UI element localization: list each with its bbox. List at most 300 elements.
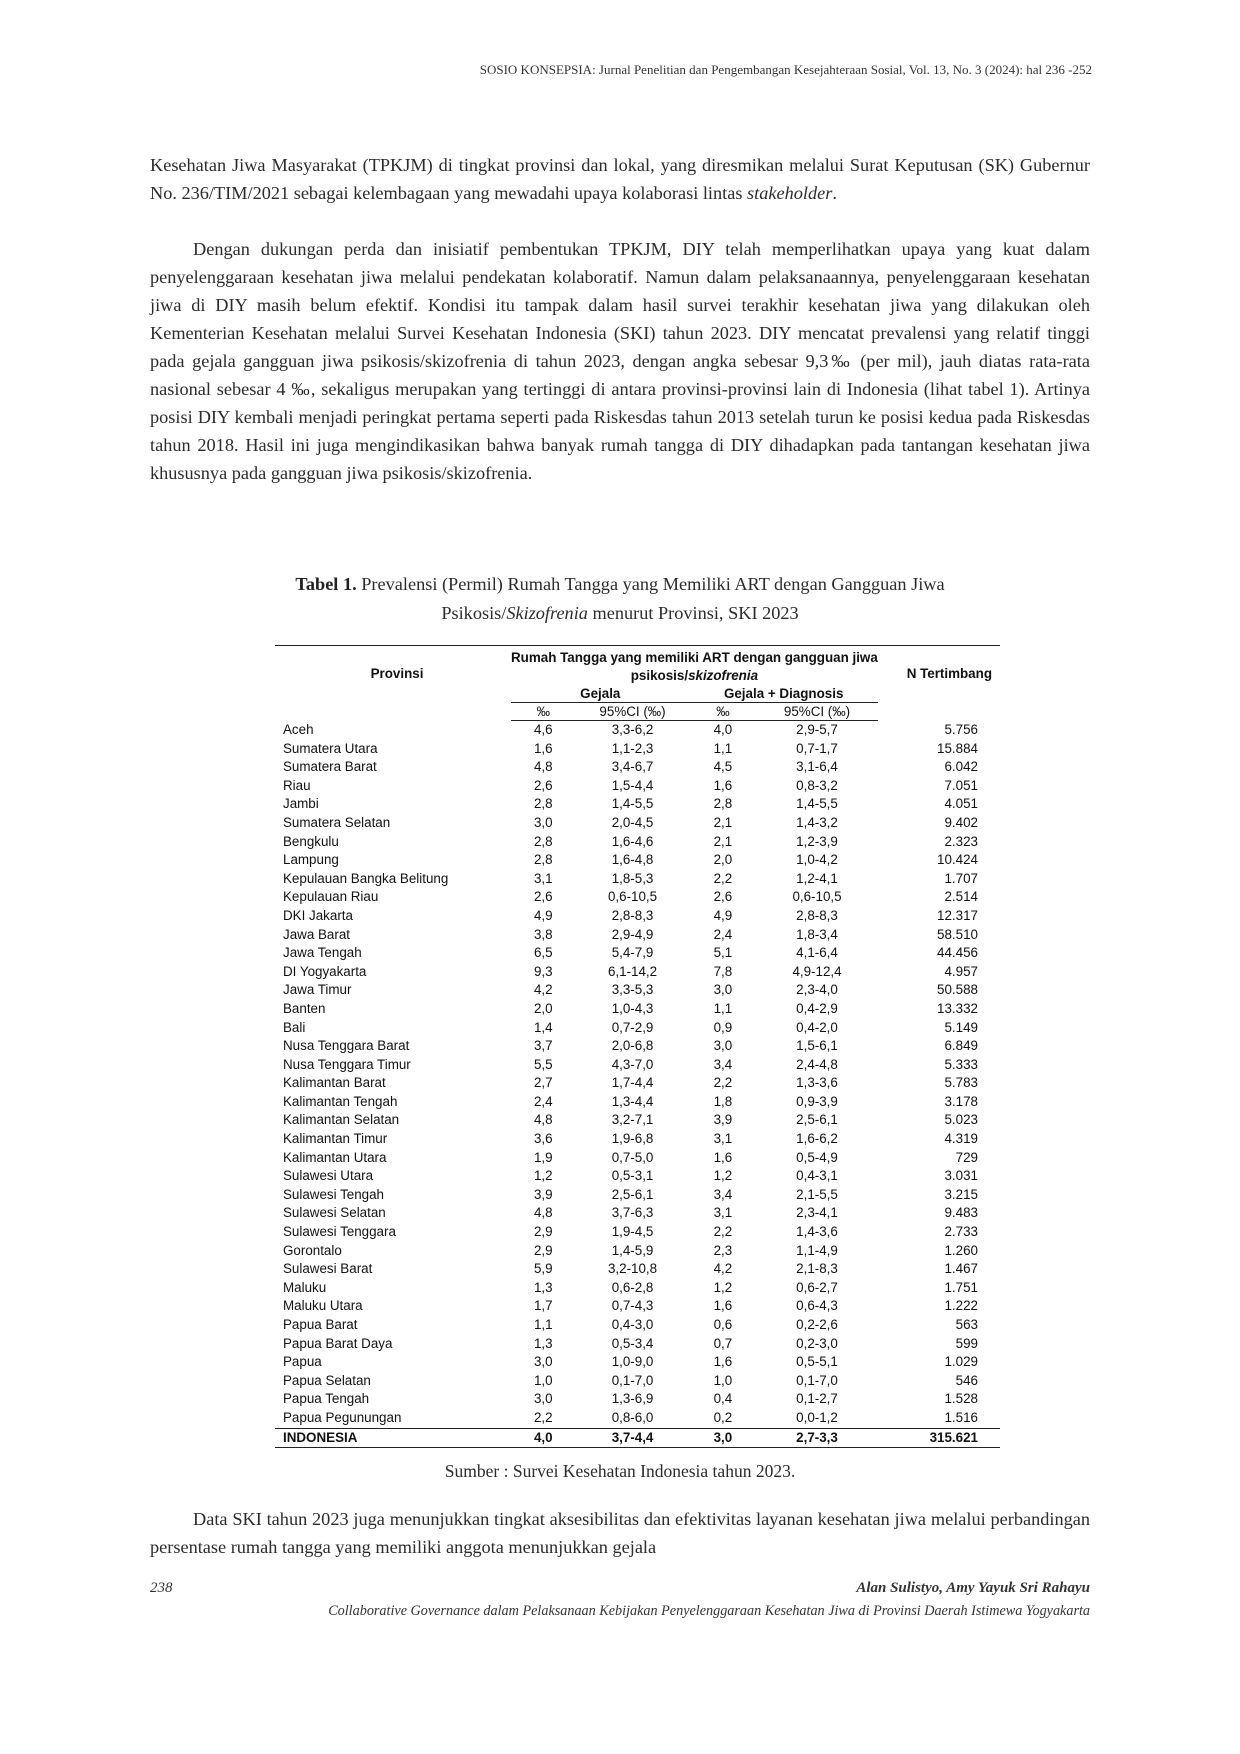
prevalence-table — [275, 645, 1000, 1448]
header-group-line-2-before: psikosis/ — [630, 668, 689, 683]
header-group-line-2-italic: skizofrenia — [688, 668, 759, 683]
cell-gejala-permil: 2,8 — [533, 796, 553, 812]
cell-diagnosis-ci: 0,1-7,0 — [796, 1372, 838, 1388]
table-row — [275, 1390, 1000, 1409]
cell-gejala-permil: 4,0 — [511, 1428, 576, 1448]
cell-diagnosis-permil: 2,8 — [713, 796, 733, 812]
cell-gejala-ci: 1,8-5,3 — [611, 870, 654, 886]
cell-provinsi: Papua Tengah — [283, 1391, 370, 1407]
cell-gejala-ci: 2,0-4,5 — [611, 814, 654, 830]
cell-n-tertimbang: 729 — [955, 1149, 978, 1165]
cell-n-tertimbang: 1.516 — [944, 1409, 978, 1425]
cell-provinsi: Nusa Tenggara Timur — [283, 1056, 411, 1072]
paragraph-3-text: Data SKI tahun 2023 juga menunjukkan tingkat aksesibilitas dan efektivitas layanan kesehatan jiwa melalui perbandingan persentase rumah tangga yang memiliki anggota menunjukkan gejala — [150, 1509, 1090, 1557]
cell-gejala-permil: 2,9 — [533, 1242, 553, 1258]
cell-gejala-ci: 1,4-5,5 — [611, 796, 654, 812]
cell-n-tertimbang: 2.323 — [944, 833, 978, 849]
cell-gejala-permil: 2,4 — [533, 1093, 553, 1109]
table-row — [275, 926, 1000, 945]
table-row — [275, 814, 1000, 833]
cell-provinsi: Gorontalo — [283, 1242, 342, 1258]
cell-diagnosis-ci: 0,6-2,7 — [796, 1279, 838, 1295]
table-row — [275, 795, 1000, 814]
cell-gejala-ci: 1,3-4,4 — [611, 1093, 654, 1109]
cell-diagnosis-ci: 0,8-3,2 — [796, 777, 838, 793]
cell-diagnosis-ci: 0,5-4,9 — [796, 1149, 838, 1165]
cell-gejala-ci: 0,7-2,9 — [611, 1019, 654, 1035]
cell-diagnosis-ci: 0,4-2,9 — [796, 1000, 838, 1016]
cell-provinsi: Banten — [283, 1000, 326, 1016]
cell-diagnosis-ci: 4,1-6,4 — [796, 945, 838, 961]
cell-diagnosis-permil: 2,2 — [713, 1075, 733, 1091]
cell-gejala-permil: 1,9 — [533, 1149, 553, 1165]
table-caption — [150, 570, 1090, 628]
cell-provinsi: Kepulauan Bangka Belitung — [283, 870, 449, 886]
cell-diagnosis-permil: 4,2 — [713, 1261, 733, 1277]
cell-n-tertimbang: 5.756 — [944, 721, 978, 737]
table-row — [275, 1316, 1000, 1335]
cell-diagnosis-permil: 0,9 — [713, 1019, 733, 1035]
cell-n-tertimbang: 599 — [955, 1335, 978, 1351]
cell-n-tertimbang: 9.402 — [944, 814, 978, 830]
cell-gejala-permil: 1,6 — [533, 740, 553, 756]
cell-diagnosis-ci: 1,4-5,5 — [796, 796, 838, 812]
cell-diagnosis-ci: 2,1-5,5 — [796, 1186, 838, 1202]
cell-n-tertimbang: 15.884 — [937, 740, 978, 756]
cell-provinsi: Bali — [283, 1019, 306, 1035]
cell-gejala-ci: 0,5-3,1 — [611, 1168, 654, 1184]
cell-n-tertimbang: 4.957 — [944, 963, 978, 979]
cell-diagnosis-permil: 1,2 — [713, 1168, 733, 1184]
cell-gejala-permil: 3,1 — [533, 870, 553, 886]
cell-gejala-ci: 1,5-4,4 — [611, 777, 654, 793]
table-row — [275, 1149, 1000, 1168]
cell-n-tertimbang: 4.319 — [944, 1131, 978, 1147]
table-row — [275, 740, 1000, 759]
cell-n-tertimbang: 1.707 — [944, 870, 978, 886]
cell-diagnosis-ci: 1,6-6,2 — [796, 1131, 838, 1147]
cell-provinsi: Sumatera Utara — [283, 740, 378, 756]
cell-n-tertimbang: 1.528 — [944, 1391, 978, 1407]
cell-diagnosis-permil: 1,1 — [713, 1000, 733, 1016]
cell-provinsi: DI Yogyakarta — [283, 963, 367, 979]
cell-gejala-ci: 1,9-4,5 — [611, 1224, 654, 1240]
table-source: Sumber : Survei Kesehatan Indonesia tahun 2023. — [444, 1461, 796, 1481]
cell-provinsi: Papua Barat — [283, 1317, 358, 1332]
cell-n-tertimbang: 2.733 — [944, 1224, 978, 1240]
cell-provinsi: INDONESIA — [275, 1428, 511, 1448]
cell-provinsi: Papua Pegunungan — [283, 1409, 402, 1425]
table-row — [275, 870, 1000, 889]
cell-gejala-permil: 2,0 — [533, 1000, 553, 1016]
cell-n-tertimbang: 6.042 — [944, 759, 978, 775]
cell-provinsi: Sulawesi Tenggara — [283, 1224, 396, 1240]
table-row — [275, 1093, 1000, 1112]
cell-diagnosis-permil: 1,1 — [713, 740, 733, 756]
cell-diagnosis-ci: 2,3-4,0 — [796, 982, 838, 998]
cell-diagnosis-permil: 0,7 — [713, 1335, 733, 1351]
cell-gejala-permil: 1,7 — [533, 1298, 553, 1314]
table-row — [275, 721, 1000, 740]
cell-gejala-ci: 3,7-4,4 — [576, 1428, 690, 1448]
header-provinsi: Provinsi — [275, 646, 511, 703]
header-diagnosis-ci: 95%CI (‰) — [756, 703, 878, 721]
cell-n-tertimbang: 1.260 — [944, 1242, 978, 1258]
cell-gejala-ci: 0,5-3,4 — [611, 1335, 654, 1351]
cell-n-tertimbang: 563 — [955, 1317, 978, 1332]
cell-provinsi: Kalimantan Utara — [283, 1149, 387, 1165]
cell-n-tertimbang: 1.029 — [944, 1354, 978, 1370]
table-row — [275, 963, 1000, 982]
cell-n-tertimbang: 5.783 — [944, 1075, 978, 1091]
cell-gejala-permil: 2,8 — [533, 852, 553, 868]
paragraph-1 — [150, 151, 1090, 207]
table-row — [275, 1372, 1000, 1391]
table-row — [275, 907, 1000, 926]
table-row-total — [275, 1428, 1000, 1448]
cell-gejala-permil: 6,5 — [533, 945, 553, 961]
cell-gejala-ci: 0,6-2,8 — [611, 1279, 654, 1295]
cell-n-tertimbang: 9.483 — [944, 1205, 978, 1221]
cell-diagnosis-ci: 0,2-3,0 — [796, 1335, 838, 1351]
cell-gejala-permil: 3,6 — [533, 1131, 553, 1147]
cell-diagnosis-permil: 1,6 — [713, 1354, 733, 1370]
table-row — [275, 944, 1000, 963]
cell-gejala-permil: 4,8 — [533, 759, 553, 775]
cell-diagnosis-permil: 2,1 — [713, 833, 733, 849]
table-row — [275, 1353, 1000, 1372]
table-row — [275, 1260, 1000, 1279]
cell-diagnosis-permil: 3,1 — [713, 1131, 733, 1147]
cell-provinsi: Sumatera Selatan — [283, 814, 391, 830]
cell-gejala-ci: 1,0-9,0 — [611, 1354, 654, 1370]
cell-n-tertimbang: 6.849 — [944, 1038, 978, 1054]
header-gejala-diagnosis: Gejala + Diagnosis — [690, 685, 878, 703]
paragraph-1-text: Kesehatan Jiwa Masyarakat (TPKJM) di tingkat provinsi dan lokal, yang diresmikan melalui Surat Keputusan (SK) Gubernur No. 236/TIM/2021 sebagai kelembagaan yang mewadahi upaya kolaborasi lintas — [150, 155, 1090, 203]
cell-diagnosis-ci: 0,6-4,3 — [796, 1298, 838, 1314]
cell-provinsi: Sumatera Barat — [283, 759, 377, 775]
cell-diagnosis-ci: 4,9-12,4 — [792, 963, 842, 979]
table-row — [275, 1000, 1000, 1019]
cell-diagnosis-ci: 0,0-1,2 — [796, 1409, 838, 1425]
cell-gejala-ci: 1,6-4,8 — [611, 852, 654, 868]
cell-diagnosis-permil: 1,0 — [713, 1372, 733, 1388]
cell-diagnosis-ci: 0,5-5,1 — [796, 1354, 838, 1370]
cell-diagnosis-ci: 1,8-3,4 — [796, 926, 838, 942]
table-row — [275, 1056, 1000, 1075]
paragraph-2 — [150, 235, 1090, 487]
cell-diagnosis-ci: 0,6-10,5 — [792, 889, 842, 905]
cell-gejala-ci: 3,3-5,3 — [611, 982, 654, 998]
cell-diagnosis-ci: 1,4-3,2 — [796, 814, 838, 830]
cell-diagnosis-ci: 1,5-6,1 — [796, 1038, 838, 1054]
cell-gejala-ci: 3,7-6,3 — [611, 1205, 654, 1221]
cell-gejala-permil: 4,8 — [533, 1112, 553, 1128]
footer-authors: Alan Sulistyo, Amy Yayuk Sri Rahayu — [856, 1580, 1090, 1596]
cell-gejala-permil: 1,0 — [533, 1372, 553, 1388]
table-row — [275, 1223, 1000, 1242]
cell-provinsi: Bengkulu — [283, 833, 339, 849]
cell-diagnosis-permil: 4,5 — [713, 759, 733, 775]
cell-n-tertimbang: 12.317 — [937, 907, 978, 923]
cell-provinsi: Kalimantan Timur — [283, 1131, 388, 1147]
cell-provinsi: Maluku Utara — [283, 1298, 363, 1314]
cell-diagnosis-permil: 3,0 — [713, 1038, 733, 1054]
cell-gejala-ci: 1,0-4,3 — [611, 1000, 654, 1016]
cell-gejala-permil: 5,5 — [533, 1056, 553, 1072]
cell-diagnosis-permil: 3,0 — [690, 1428, 757, 1448]
cell-diagnosis-permil: 4,9 — [713, 907, 733, 923]
cell-diagnosis-permil: 1,6 — [713, 777, 733, 793]
table-row — [275, 1279, 1000, 1298]
cell-diagnosis-permil: 2,2 — [713, 870, 733, 886]
header-gejala-ci: 95%CI (‰) — [576, 703, 690, 721]
cell-n-tertimbang: 3.031 — [944, 1168, 978, 1184]
table-body — [275, 721, 1000, 1448]
cell-diagnosis-ci: 1,2-3,9 — [796, 833, 838, 849]
table-row — [275, 1297, 1000, 1316]
cell-n-tertimbang: 315.621 — [878, 1428, 1000, 1448]
cell-diagnosis-ci: 1,1-4,9 — [796, 1242, 838, 1258]
table-row — [275, 1037, 1000, 1056]
paragraph-3 — [150, 1505, 1090, 1561]
cell-diagnosis-ci: 2,9-5,7 — [796, 722, 838, 737]
header-n-tertimbang: N Tertimbang — [878, 646, 1000, 703]
cell-diagnosis-permil: 1,6 — [713, 1298, 733, 1314]
cell-diagnosis-permil: 3,4 — [713, 1186, 733, 1202]
cell-gejala-ci: 2,0-6,8 — [611, 1038, 654, 1054]
cell-gejala-ci: 0,7-4,3 — [611, 1298, 654, 1314]
cell-diagnosis-permil: 1,8 — [713, 1093, 733, 1109]
cell-diagnosis-permil: 0,6 — [713, 1317, 733, 1332]
table-row — [275, 981, 1000, 1000]
table-row — [275, 1167, 1000, 1186]
cell-n-tertimbang: 1.467 — [944, 1261, 978, 1277]
cell-provinsi: Sulawesi Barat — [283, 1261, 373, 1277]
cell-n-tertimbang: 2.514 — [944, 889, 978, 905]
cell-diagnosis-ci: 2,4-4,8 — [796, 1056, 838, 1072]
cell-diagnosis-permil: 3,1 — [713, 1205, 733, 1221]
cell-gejala-ci: 1,3-6,9 — [611, 1391, 654, 1407]
cell-gejala-ci: 6,1-14,2 — [607, 963, 658, 979]
running-header: SOSIO KONSEPSIA: Jurnal Penelitian dan Pengembangan Kesejahteraan Sosial, Vol. 13, No. 3 (2024): hal 236 -252 — [479, 62, 1092, 77]
cell-gejala-permil: 1,3 — [533, 1279, 553, 1295]
cell-gejala-ci: 0,7-5,0 — [611, 1149, 654, 1165]
table-row — [275, 758, 1000, 777]
cell-diagnosis-permil: 2,2 — [713, 1224, 733, 1240]
footer-article-title: Collaborative Governance dalam Pelaksanaan Kebijakan Penyelenggaraan Kesehatan Jiwa di Provinsi Daerah Istimewa Yogyakarta — [328, 1603, 1090, 1619]
cell-diagnosis-permil: 2,4 — [713, 926, 733, 942]
cell-provinsi: Papua Barat Daya — [283, 1335, 393, 1351]
cell-gejala-permil: 3,0 — [533, 1391, 553, 1407]
cell-diagnosis-ci: 2,5-6,1 — [796, 1112, 838, 1128]
cell-diagnosis-permil: 3,0 — [713, 982, 733, 998]
cell-gejala-ci: 0,4-3,0 — [611, 1317, 654, 1332]
cell-diagnosis-permil: 7,8 — [713, 963, 733, 979]
table-row — [275, 851, 1000, 870]
cell-gejala-permil: 2,2 — [533, 1409, 553, 1425]
cell-provinsi: DKI Jakarta — [283, 907, 353, 923]
cell-gejala-permil: 9,3 — [533, 963, 553, 979]
cell-diagnosis-permil: 1,6 — [713, 1149, 733, 1165]
cell-gejala-ci: 0,6-10,5 — [607, 889, 658, 905]
cell-gejala-ci: 1,7-4,4 — [611, 1075, 654, 1091]
cell-diagnosis-ci: 3,1-6,4 — [796, 759, 838, 775]
cell-gejala-permil: 3,9 — [533, 1186, 553, 1202]
cell-provinsi: Aceh — [283, 721, 314, 737]
cell-diagnosis-permil: 0,4 — [713, 1391, 733, 1407]
cell-diagnosis-ci: 1,2-4,1 — [796, 870, 838, 886]
cell-diagnosis-ci: 0,4-2,0 — [796, 1019, 838, 1035]
caption-line-1-text: Prevalensi (Permil) Rumah Tangga yang Memiliki ART dengan Gangguan Jiwa — [361, 574, 945, 594]
cell-provinsi: Sulawesi Selatan — [283, 1205, 386, 1221]
cell-n-tertimbang: 10.424 — [937, 852, 978, 868]
cell-provinsi: Jawa Timur — [283, 982, 352, 998]
cell-gejala-permil: 4,6 — [533, 722, 553, 737]
cell-gejala-permil: 3,7 — [533, 1038, 553, 1054]
table-row — [275, 777, 1000, 796]
cell-n-tertimbang: 7.051 — [944, 777, 978, 793]
header-empty — [878, 703, 1000, 721]
cell-provinsi: Jambi — [283, 796, 319, 812]
table-row — [275, 1019, 1000, 1038]
caption-line-2-italic: Skizofrenia — [506, 603, 588, 623]
cell-gejala-ci: 2,8-8,3 — [611, 907, 654, 923]
cell-diagnosis-permil: 5,1 — [713, 945, 733, 961]
cell-gejala-permil: 3,8 — [533, 926, 553, 942]
cell-gejala-ci: 3,4-6,7 — [611, 759, 654, 775]
caption-label: Tabel 1. — [295, 574, 357, 594]
cell-diagnosis-ci: 0,1-2,7 — [796, 1391, 838, 1407]
cell-provinsi: Kalimantan Barat — [283, 1075, 386, 1091]
cell-gejala-permil: 1,2 — [533, 1168, 553, 1184]
cell-gejala-ci: 0,8-6,0 — [611, 1409, 654, 1425]
cell-n-tertimbang: 5.023 — [944, 1112, 978, 1128]
cell-provinsi: Maluku — [283, 1279, 327, 1295]
cell-diagnosis-permil: 4,0 — [713, 722, 733, 737]
cell-n-tertimbang: 13.332 — [937, 1000, 978, 1016]
cell-gejala-permil: 2,9 — [533, 1224, 553, 1240]
cell-diagnosis-ci: 2,3-4,1 — [796, 1205, 838, 1221]
cell-diagnosis-ci: 2,8-8,3 — [796, 907, 838, 923]
caption-line-2-before: Psikosis/ — [441, 603, 507, 623]
cell-diagnosis-permil: 3,9 — [713, 1112, 733, 1128]
header-empty — [275, 703, 511, 721]
cell-gejala-permil: 2,8 — [533, 833, 553, 849]
cell-gejala-permil: 2,6 — [533, 777, 553, 793]
header-gejala-permil: ‰ — [511, 703, 576, 721]
cell-diagnosis-permil: 2,6 — [713, 889, 733, 905]
cell-gejala-ci: 1,4-5,9 — [611, 1242, 654, 1258]
table-row — [275, 888, 1000, 907]
cell-diagnosis-permil: 2,3 — [713, 1242, 733, 1258]
cell-gejala-ci: 0,1-7,0 — [611, 1372, 654, 1388]
cell-gejala-permil: 4,2 — [533, 982, 553, 998]
cell-provinsi: Jawa Tengah — [283, 945, 362, 961]
cell-diagnosis-permil: 3,4 — [713, 1056, 733, 1072]
cell-provinsi: Papua Selatan — [283, 1372, 371, 1388]
cell-gejala-permil: 1,3 — [533, 1335, 553, 1351]
cell-provinsi: Riau — [283, 777, 311, 793]
table-row — [275, 1204, 1000, 1223]
cell-gejala-ci: 3,3-6,2 — [611, 722, 654, 737]
cell-diagnosis-ci: 0,4-3,1 — [796, 1168, 838, 1184]
table-row — [275, 1074, 1000, 1093]
cell-gejala-ci: 1,6-4,6 — [611, 833, 654, 849]
cell-diagnosis-ci: 1,0-4,2 — [796, 852, 838, 868]
cell-provinsi: Kalimantan Selatan — [283, 1112, 400, 1128]
cell-gejala-ci: 2,5-6,1 — [611, 1186, 654, 1202]
cell-n-tertimbang: 5.149 — [944, 1019, 978, 1035]
cell-diagnosis-ci: 2,7-3,3 — [756, 1428, 878, 1448]
cell-provinsi: Kepulauan Riau — [283, 889, 379, 905]
cell-gejala-permil: 3,0 — [533, 814, 553, 830]
cell-n-tertimbang: 546 — [955, 1372, 978, 1388]
table-row — [275, 1335, 1000, 1354]
cell-diagnosis-permil: 2,1 — [713, 814, 733, 830]
cell-gejala-permil: 2,7 — [533, 1075, 553, 1091]
cell-provinsi: Sulawesi Tengah — [283, 1186, 384, 1202]
cell-n-tertimbang: 1.751 — [944, 1279, 978, 1295]
cell-diagnosis-ci: 2,1-8,3 — [796, 1261, 838, 1277]
cell-gejala-permil: 5,9 — [533, 1261, 553, 1277]
cell-provinsi: Papua — [283, 1354, 322, 1370]
cell-gejala-permil: 2,6 — [533, 889, 553, 905]
cell-gejala-permil: 4,9 — [533, 907, 553, 923]
paragraph-1-end: . — [832, 183, 837, 203]
paragraph-1-italic: stakeholder — [747, 183, 833, 203]
cell-n-tertimbang: 3.178 — [944, 1093, 978, 1109]
cell-provinsi: Sulawesi Utara — [283, 1168, 374, 1184]
table-row — [275, 1242, 1000, 1261]
table-row — [275, 1186, 1000, 1205]
cell-gejala-ci: 1,1-2,3 — [611, 740, 654, 756]
cell-gejala-permil: 3,0 — [533, 1354, 553, 1370]
cell-n-tertimbang: 3.215 — [944, 1186, 978, 1202]
cell-n-tertimbang: 5.333 — [944, 1056, 978, 1072]
cell-diagnosis-ci: 0,9-3,9 — [796, 1093, 838, 1109]
caption-line-1 — [150, 570, 1090, 599]
cell-gejala-ci: 4,3-7,0 — [611, 1056, 654, 1072]
cell-gejala-ci: 3,2-10,8 — [607, 1261, 658, 1277]
cell-provinsi: Jawa Barat — [283, 926, 350, 942]
header-group-line-1: Rumah Tangga yang memiliki ART dengan gangguan jiwa — [511, 650, 878, 665]
cell-n-tertimbang: 44.456 — [937, 945, 978, 961]
caption-line-2 — [150, 599, 1090, 628]
table-row — [275, 1409, 1000, 1428]
cell-diagnosis-ci: 1,4-3,6 — [796, 1224, 838, 1240]
table-row — [275, 833, 1000, 852]
cell-provinsi: Kalimantan Tengah — [283, 1093, 398, 1109]
header-group — [511, 646, 878, 686]
cell-gejala-permil: 1,1 — [533, 1317, 553, 1332]
cell-diagnosis-permil: 0,2 — [713, 1409, 733, 1425]
cell-diagnosis-ci: 0,7-1,7 — [796, 740, 838, 756]
cell-n-tertimbang: 50.588 — [937, 982, 978, 998]
cell-gejala-ci: 3,2-7,1 — [611, 1112, 654, 1128]
cell-provinsi: Lampung — [283, 852, 339, 868]
cell-diagnosis-ci: 0,2-2,6 — [796, 1317, 838, 1332]
cell-gejala-ci: 2,9-4,9 — [611, 926, 654, 942]
cell-gejala-ci: 5,4-7,9 — [611, 945, 654, 961]
cell-n-tertimbang: 4.051 — [944, 796, 978, 812]
header-gejala: Gejala — [511, 685, 690, 703]
cell-gejala-permil: 1,4 — [533, 1019, 553, 1035]
cell-provinsi: Nusa Tenggara Barat — [283, 1038, 410, 1054]
cell-diagnosis-ci: 1,3-3,6 — [796, 1075, 838, 1091]
cell-n-tertimbang: 1.222 — [944, 1298, 978, 1314]
cell-diagnosis-permil: 2,0 — [713, 852, 733, 868]
